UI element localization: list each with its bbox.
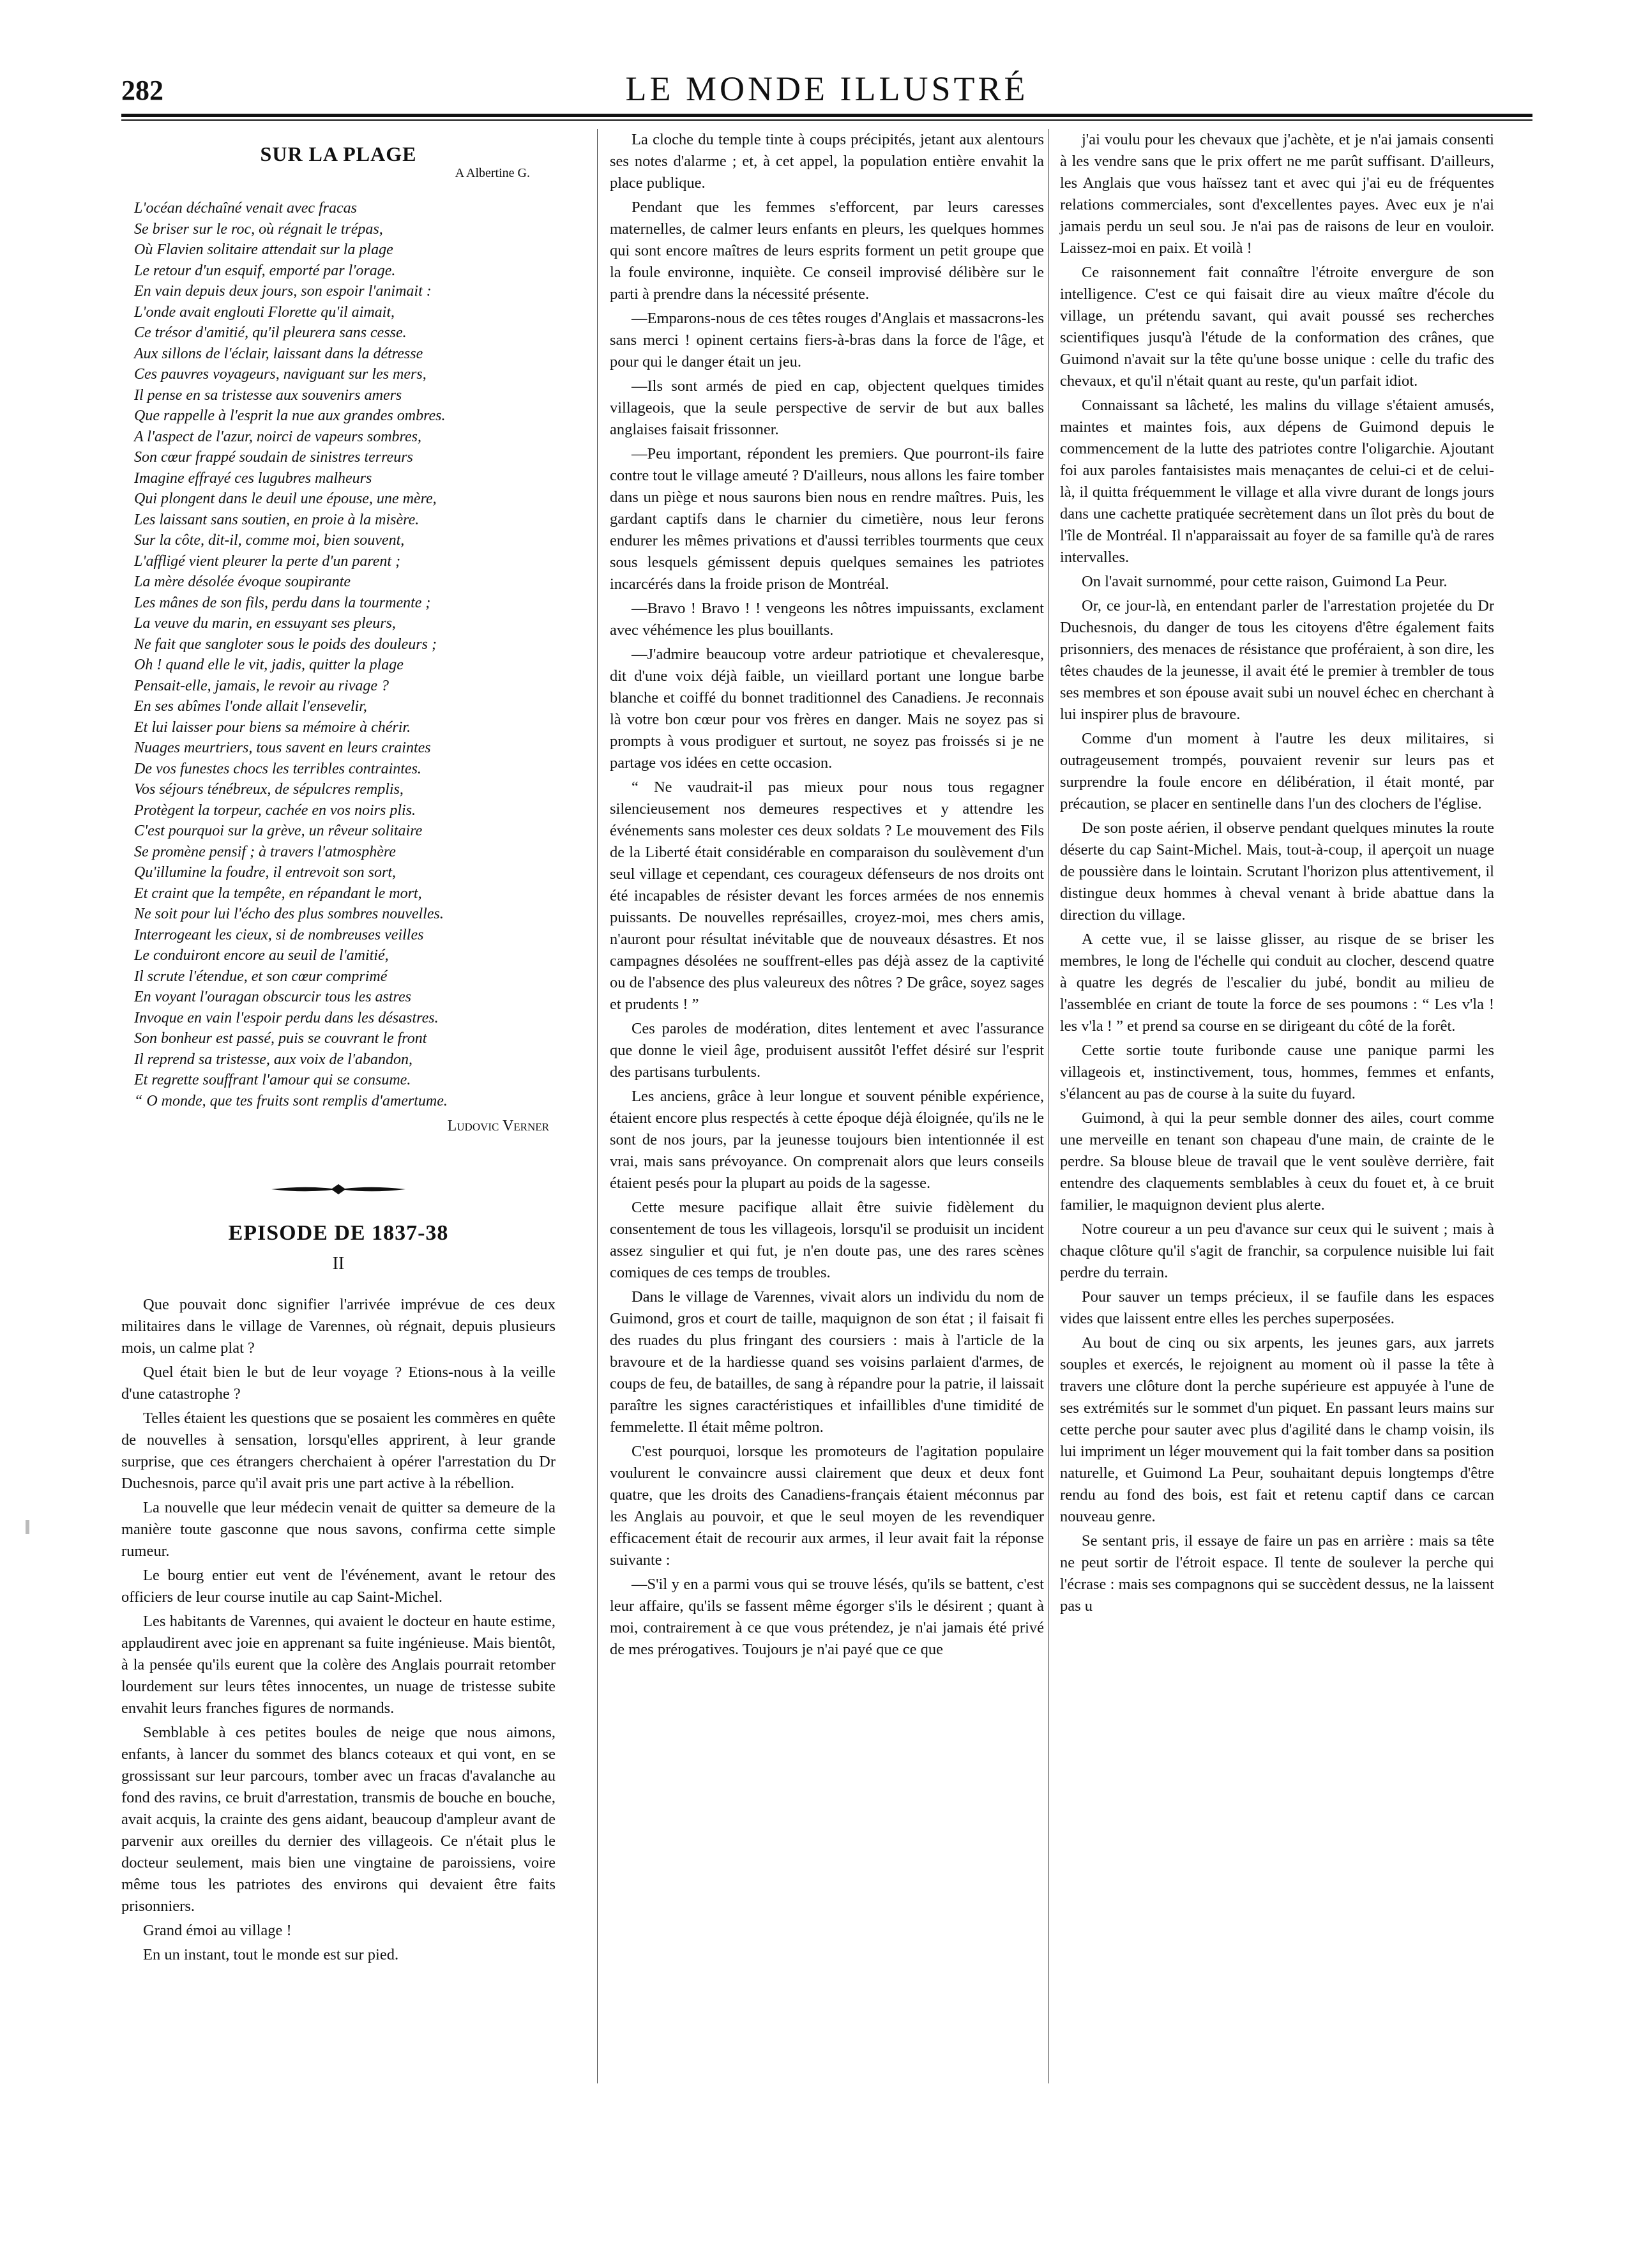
paragraph: Le bourg entier eut vent de l'événement, avant le retour des officiers de leur course inutile au cap Saint-Michel. bbox=[121, 1567, 556, 1606]
poem-line: Pensait-elle, jamais, le revoir au rivage ? bbox=[134, 677, 390, 694]
paragraph: Pour sauver un temps précieux, il se faufile dans les espaces vides que laissent entre elles les perches superposées. bbox=[1060, 1288, 1494, 1327]
paragraph: Or, ce jour-là, en entendant parler de l'arrestation projetée du Dr Duchesnois, du danger de tous les citoyens d'être également faits prisonniers, des menaces de résistance que proféraient, à son dire, les têtes chaudes de la jeunesse, il avait été le premier à trembler de tous ses membres et son épouse avait subi un nouvel échec en cherchant à lui inspirer plus de bravoure. bbox=[1060, 597, 1494, 723]
paragraph: Comme d'un moment à l'autre les deux militaires, si outrageusement trompés, pouvaient revenir sur leurs pas et surprendre la foule encore en délibération, il était monté, par précaution, se placer en sentinelle dans l'un des clochers de l'église. bbox=[1060, 730, 1494, 812]
paragraph: j'ai voulu pour les chevaux que j'achète, et je n'ai jamais consenti à les vendre sans que le prix offert ne me parût suffisant. D'ailleurs, les Anglais que vous haïssez tant et avec qui j'ai eu de fréquentes relations commerciales, sont d'excellentes payes. Avec eux je n'ai jamais perdu un seul sou. Je n'ai pas de raisons de leur en vouloir. Laissez-moi en paix. Et voilà ! bbox=[1060, 131, 1494, 257]
paragraph: —Peu important, répondent les premiers. Que pourront-ils faire contre tout le village ameuté ? D'ailleurs, nous allons les faire tomber dans un piège et nous saurons bien nous en rendre maîtres. Puis, les gardant captifs dans le charnier du cimetière, nous leur ferons endurer les mêmes privations et d'aussi terribles tourments que ceux sous lesquels gémissent depuis quelques semaines les patriotes incarcérés dans la froide prison de Montréal. bbox=[610, 445, 1044, 593]
poem-line: En ses abîmes l'onde allait l'ensevelir, bbox=[134, 698, 367, 715]
poem-line: Ne fait que sangloter sous le poids des douleurs ; bbox=[134, 635, 437, 653]
poem-line: Le conduiront encore au seuil de l'amitié, bbox=[134, 947, 389, 964]
page-number: 282 bbox=[121, 75, 163, 106]
paragraph: Grand émoi au village ! bbox=[143, 1922, 292, 1939]
paragraph: Guimond, à qui la peur semble donner des ailes, court comme une merveille en tenant son chapeau d'une main, de crainte de le perdre. Sa blouse bleue de travail que le vent soulève derrière, fait entendre des claquements semblables à ceux du fouet et, à ce bruit familier, le maquignon devient plus alerte. bbox=[1060, 1109, 1494, 1214]
poem-line: “ O monde, que tes fruits sont remplis d'amertume. bbox=[134, 1092, 448, 1109]
poem-line: Nuages meurtriers, tous savent en leurs craintes bbox=[134, 740, 431, 756]
poem-line: Invoque en vain l'espoir perdu dans les désastres. bbox=[134, 1009, 439, 1026]
poem-line: Imagine effrayé ces lugubres malheurs bbox=[134, 469, 372, 487]
header-rule-thick bbox=[121, 114, 1532, 117]
poem-line: Que rappelle à l'esprit la nue aux grandes ombres. bbox=[134, 407, 446, 424]
poem-line: C'est pourquoi sur la grève, un rêveur solitaire bbox=[134, 823, 423, 839]
poem-line: Il reprend sa tristesse, aux voix de l'abandon, bbox=[134, 1051, 412, 1068]
poem-line: A l'aspect de l'azur, noirci de vapeurs sombres, bbox=[134, 428, 421, 445]
column-3 bbox=[1060, 129, 1494, 1620]
poem-line: Oh ! quand elle le vit, jadis, quitter la plage bbox=[134, 657, 404, 673]
paragraph: Les habitants de Varennes, qui avaient le docteur en haute estime, applaudirent avec joie en apprenant sa fuite ingénieuse. Mais bientôt, à la pensée qu'ils eurent que la colère des Anglais pourrait retomber lourdement sur leurs têtes innocentes, un nuage de tristesse subite envahit leurs franches figures de normands. bbox=[121, 1613, 556, 1717]
poem-dedication: A Albertine G. bbox=[455, 166, 530, 180]
poem-line: En voyant l'ouragan obscurcir tous les astres bbox=[134, 989, 411, 1005]
scan-mark bbox=[26, 1520, 29, 1534]
paragraph: Telles étaient les questions que se posaient les commères en quête de nouvelles à sensation, lorsqu'elles apprirent, à leur grande surprise, que ces étrangers cherchaient à opérer l'arrestation du Dr Duchesnois, parce qu'il avait pris une part active à la rébellion. bbox=[121, 1410, 556, 1492]
ornament-divider-icon bbox=[268, 1182, 409, 1197]
poem-line: Qui plongent dans le deuil une épouse, une mère, bbox=[134, 491, 437, 507]
poem-line: Ne soit pour lui l'écho des plus sombres nouvelles. bbox=[134, 906, 444, 922]
poem-line: Sur la côte, dit-il, comme moi, bien souvent, bbox=[134, 532, 405, 549]
column-divider bbox=[1048, 129, 1049, 2083]
poem-line: Les laissant sans soutien, en proie à la misère. bbox=[134, 511, 420, 528]
paragraph: A cette vue, il se laisse glisser, au risque de se briser les membres, le long de l'échelle qui conduit au clocher, descend quatre à quatre les degrés de l'escalier du jubé, bondit au milieu de l'assemblée en criant de toute la force de ses poumons : “ Les v'la ! les v'la ! ” et prend sa course en se dirigeant du côté de la forêt. bbox=[1060, 931, 1494, 1035]
poem-line: Ce trésor d'amitié, qu'il pleurera sans cesse. bbox=[134, 324, 407, 341]
paragraph: La nouvelle que leur médecin venait de quitter sa demeure de la manière toute gasconne que nous savons, confirma cette simple rumeur. bbox=[121, 1499, 556, 1560]
poem-line: Les mânes de son fils, perdu dans la tourmente ; bbox=[134, 594, 431, 611]
poem-line: Vos séjours ténébreux, de sépulcres remplis, bbox=[134, 781, 404, 798]
poem-line: Interrogeant les cieux, si de nombreuses veilles bbox=[134, 926, 424, 943]
poem-line: Son cœur frappé soudain de sinistres terreurs bbox=[134, 449, 413, 466]
paragraph: Cette sortie toute furibonde cause une panique parmi les villageois et, instinctivement, tous, hommes, femmes et enfants, s'élancent au pas de course à la suite du fuyard. bbox=[1060, 1042, 1494, 1102]
paragraph: —Ils sont armés de pied en cap, objectent quelques timides villageois, que la seule perspective de servir de but aux balles anglaises faisait frissonner. bbox=[610, 377, 1044, 438]
poem-line: Le retour d'un esquif, emporté par l'orage. bbox=[134, 262, 396, 279]
poem-line: Son bonheur est passé, puis se couvrant le front bbox=[134, 1030, 427, 1047]
poem-title: SUR LA PLAGE bbox=[260, 142, 417, 165]
column-2 bbox=[610, 129, 1044, 1663]
poem-line: Et craint que la tempête, en répandant le mort, bbox=[134, 885, 422, 902]
masthead-title: LE MONDE ILLUSTRÉ bbox=[625, 70, 1029, 108]
page-header bbox=[121, 69, 1532, 114]
poem-line: Se promène pensif ; à travers l'atmosphère bbox=[134, 843, 396, 860]
header-rule-thin bbox=[121, 119, 1532, 121]
paragraph: Quel était bien le but de leur voyage ? Etions-nous à la veille d'une catastrophe ? bbox=[121, 1364, 556, 1403]
poem-line: La veuve du marin, en essuyant ses pleurs, bbox=[134, 615, 396, 632]
paragraph: La cloche du temple tinte à coups précipités, jetant aux alentours ses notes d'alarme ; et, à cet appel, la population entière envahit la place publique. bbox=[610, 131, 1044, 192]
paragraph: Notre coureur a un peu d'avance sur ceux qui le suivent ; mais à chaque clôture qu'il s'agit de franchir, sa corpulence nuisible lui fait perdre du terrain. bbox=[1060, 1221, 1494, 1281]
paragraph: Dans le village de Varennes, vivait alors un individu du nom de Guimond, gros et court de taille, maquignon de son état ; il faisait fi des ruades du plus fringant des coursiers : mais à l'article de la bravoure et de la hardiesse quand ses voisins parlaient d'armes, de coups de feu, de batailles, de sang à répandre pour la patrie, il laissait paraître les signes caractéristiques et infaillibles d'une timidité de femmelette. Il était même poltron. bbox=[610, 1288, 1044, 1436]
poem-author: Ludovic Verner bbox=[447, 1118, 549, 1134]
poem-line: Où Flavien solitaire attendait sur la plage bbox=[134, 241, 393, 258]
paragraph: Ces paroles de modération, dites lentement et avec l'assurance que donne le vieil âge, produisent aussitôt l'effet désiré sur l'esprit des partisans turbulents. bbox=[610, 1020, 1044, 1081]
poem-line: Et regrette souffrant l'amour qui se consume. bbox=[134, 1072, 411, 1088]
paragraph: Ce raisonnement fait connaître l'étroite envergure de son intelligence. C'est ce qui faisait dire au vieux maître d'école du village, un prétendu savant, qui avait poussé ses recherches scientifiques jusqu'à l'étude de la conformation des crânes, que Guimond n'avait sur la tête qu'une bosse unique : celle du trafic des chevaux, et qu'il n'était quant au reste, qu'un parfait idiot. bbox=[1060, 264, 1494, 390]
poem-body bbox=[134, 198, 556, 1111]
poem-line: Ces pauvres voyageurs, naviguant sur les mers, bbox=[134, 366, 427, 383]
paragraph: De son poste aérien, il observe pendant quelques minutes la route déserte du cap Saint-Michel. Mais, tout-à-coup, il aperçoit un nuage de poussière dans le lointain. Scrutant l'horizon plus attentivement, il distingue deux hommes à cheval venant à bride abattue dans la direction du village. bbox=[1060, 819, 1494, 924]
paragraph: Au bout de cinq ou six arpents, les jeunes gars, aux jarrets souples et exercés, le rejoignent au moment où il passe la tête à travers une clôture dont la perche supérieure est appuyée à l'une de ses extrémités sur le sommet d'un piquet. En passant leurs mains sur cette perche pour sauter avec plus d'agilité dans le champ voisin, ils lui impriment un léger mouvement qui la fait tomber dans sa position naturelle, et Guimond La Peur, souhaitant depuis longtemps d'être rendu au fond des bois, est fait et retenu captif dans ce carcan nouveau genre. bbox=[1060, 1334, 1494, 1525]
paragraph: Connaissant sa lâcheté, les malins du village s'étaient amusés, maintes et maintes fois, aux dépens de Guimond depuis le commencement de la lutte des patriotes contre l'oligarchie. Ajoutant foi aux paroles fantaisistes mais menaçantes de celui-ci et de celui-là, il quitta fréquemment le village et alla vivre durant de longs jours dans une cachette pratiquée secrètement dans un îlot près du bout de l'île de Montréal. Il n'apparaissait au foyer de sa famille qu'à de rares intervalles. bbox=[1060, 397, 1494, 566]
poem-line: Il scrute l'étendue, et son cœur comprimé bbox=[134, 968, 388, 985]
poem-line: L'affligé vient pleurer la perte d'un parent ; bbox=[134, 552, 401, 570]
paragraph: —Emparons-nous de ces têtes rouges d'Anglais et massacrons-les sans merci ! opinent certains fiers-à-bras dans la force de l'âge, et pour qui le danger était un jeu. bbox=[610, 310, 1044, 370]
episode-part-number: II bbox=[332, 1254, 345, 1274]
paragraph: —Bravo ! Bravo ! ! vengeons les nôtres impuissants, exclament avec véhémence les plus bouillants. bbox=[610, 600, 1044, 639]
episode-title: EPISODE DE 1837-38 bbox=[228, 1221, 449, 1245]
episode-column-1-text bbox=[121, 1294, 556, 1966]
poem-line: De vos funestes chocs les terribles contraintes. bbox=[134, 760, 421, 777]
paragraph: “ Ne vaudrait-il pas mieux pour nous tous regagner silencieusement nos demeures respectives et y attendre les événements sans molester ces deux soldats ? Le mouvement des Fils de la Liberté était considérable en comparaison du soulèvement d'un seul village et cependant, ces courageux défenseurs de nos droits ont été incapables de résister devant les forces armées de nos ennemis puissants. De nouvelles représailles, croyez-moi, mes chers amis, n'auront pour résultat inévitable que de nouveaux désastres. Et nos campagnes désolées ne souffrent-elles pas déjà assez de la captivité ou de l'absence des plus valeureux des nôtres ? De grâce, soyez sages et prudents ! ” bbox=[610, 779, 1044, 1013]
column-divider bbox=[597, 129, 598, 2083]
paragraph: Cette mesure pacifique allait être suivie fidèlement du consentement de tous les villageois, lorsqu'il se produisit un incident assez singulier et qui fut, je n'en doute pas, une des rares scènes comiques de ces temps de troubles. bbox=[610, 1199, 1044, 1281]
paragraph: —J'admire beaucoup votre ardeur patriotique et chevaleresque, dit d'une voix déjà faible, un vieillard portant une longue barbe blanche et coiffé du bonnet traditionnel des Canadiens. Je reconnais là votre bon cœur pour vos frères en danger. Mais ne soyez pas si prompts à vous prodiguer et surtout, ne soyez pas froissés si je ne partage vos idées en cette occasion. bbox=[610, 646, 1044, 772]
poem-line: Et lui laisser pour biens sa mémoire à chérir. bbox=[134, 719, 411, 736]
paragraph: —S'il y en a parmi vous qui se trouve lésés, qu'ils se battent, c'est leur affaire, qu'ils se fassent même égorger s'ils le désirent ; quant à moi, contrairement à ce que vous prétendez, je n'ai jamais été privé de mes prérogatives. Toujours je n'ai payé que ce que bbox=[610, 1576, 1044, 1658]
poem-line: L'onde avait englouti Florette qu'il aimait, bbox=[134, 303, 395, 321]
poem-line: Se briser sur le roc, où régnait le trépas, bbox=[134, 220, 383, 238]
poem-line: Protègent la torpeur, cachée en vos noirs plis. bbox=[134, 802, 416, 819]
paragraph: En un instant, tout le monde est sur pied. bbox=[143, 1946, 399, 1963]
paragraph: Pendant que les femmes s'efforcent, par leurs caresses maternelles, de calmer leurs enfants en pleurs, les quelques hommes qui sont encore maîtres de leurs esprits forment un petit groupe que la foule environne, inquiète. Ce conseil improvisé délibère sur le parti à prendre dans la nécessité présente. bbox=[610, 199, 1044, 303]
poem-line: La mère désolée évoque soupirante bbox=[134, 574, 351, 590]
paragraph: Se sentant pris, il essaye de faire un pas en arrière : mais sa tête ne peut sortir de l'étroit espace. Il tente de soulever la perche qui l'écrase : mais ses compagnons qui se succèdent dessus, ne la laissent pas u bbox=[1060, 1532, 1494, 1615]
paragraph: C'est pourquoi, lorsque les promoteurs de l'agitation populaire voulurent le convaincre aussi clairement que deux et deux font quatre, que les droits des Canadiens-français étaient méconnus par les Anglais au pouvoir, et que le seul moyen de les revendiquer efficacement était de recourir aux armes, il leur avait fait la réponse suivante : bbox=[610, 1443, 1044, 1569]
poem-line: Il pense en sa tristesse aux souvenirs amers bbox=[134, 386, 402, 404]
paragraph: Semblable à ces petites boules de neige que nous aimons, enfants, à lancer du sommet des blancs coteaux et qui vont, en se grossissant sur leur parcours, tomber avec un fracas d'avalanche au fond des ravins, ce bruit d'arrestation, transmis de bouche en bouche, avait acquis, la crainte des gens aidant, beaucoup d'ampleur avant de parvenir aux oreilles du dernier des villageois. Ce n'était plus le docteur seulement, mais bien une vingtaine de paroissiens, voire même tous les patriotes des environs qui devaient être faits prisonniers. bbox=[121, 1724, 556, 1915]
column-1 bbox=[121, 129, 556, 1968]
poem-line: Qu'illumine la foudre, il entrevoit son sort, bbox=[134, 864, 396, 881]
paragraph: Les anciens, grâce à leur longue et souvent pénible expérience, étaient encore plus respectés à cette époque déjà éloignée, qu'ils ne le sont de nos jours, par la jeunesse toujours bien intentionnée il est vrai, mais sans prévoyance. On comprenait alors que leurs conseils étaient pesés pour la plupart au poids de la sagesse. bbox=[610, 1088, 1044, 1192]
poem-line: En vain depuis deux jours, son espoir l'animait : bbox=[134, 283, 432, 300]
paragraph: Que pouvait donc signifier l'arrivée imprévue de ces deux militaires dans le village de Varennes, où régnait, depuis plusieurs mois, un calme plat ? bbox=[121, 1296, 556, 1357]
paragraph: On l'avait surnommé, pour cette raison, Guimond La Peur. bbox=[1082, 573, 1448, 590]
poem-line: L'océan déchaîné venait avec fracas bbox=[134, 200, 358, 217]
poem-line: Aux sillons de l'éclair, laissant dans la détresse bbox=[134, 345, 423, 362]
